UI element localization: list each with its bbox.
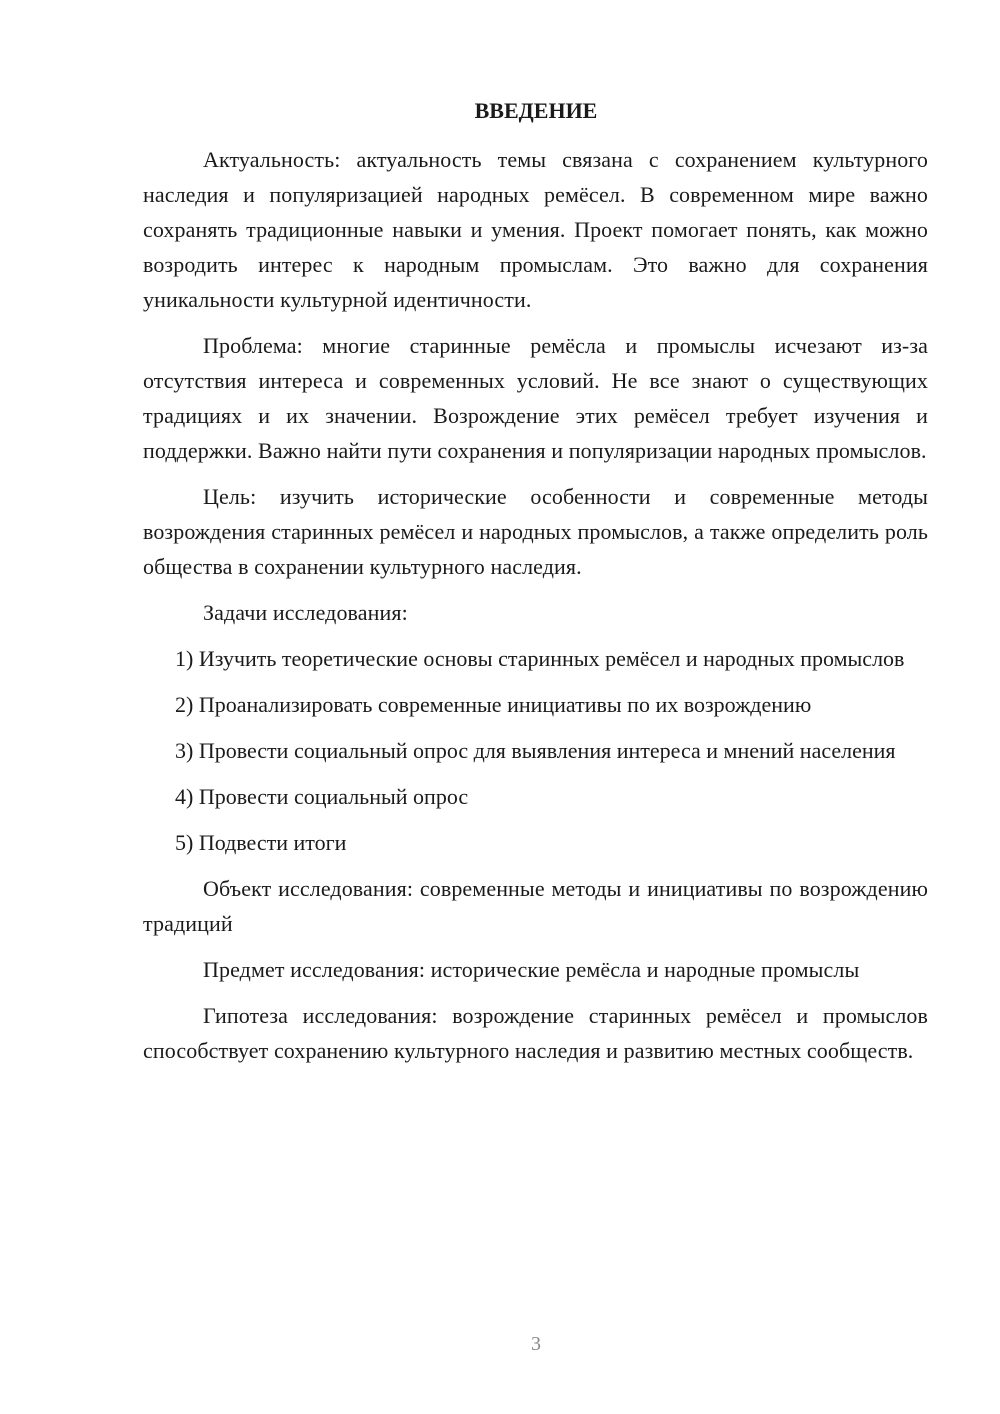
paragraph-object: Объект исследования: современные методы и инициативы по возрождению традиций xyxy=(143,876,928,936)
document-body xyxy=(143,142,928,1079)
paragraph-problem: Проблема: многие старинные ремёсла и промыслы исчезают из-за отсутствия интереса и современных условий. Не все знают о существующих традициях и их значении. Возрождение этих ремёсел требует изучения и поддержки. Важно найти пути сохранения и популяризации народных промыслов. xyxy=(143,333,928,463)
task-item-2: 2) Проанализировать современные инициативы по их возрождению xyxy=(175,692,812,717)
paragraph-relevance: Актуальность: актуальность темы связана с сохранением культурного наследия и популяризацией народных ремёсел. В современном мире важно сохранять традиционные навыки и умения. Проект помогает понять, как можно возродить интерес к народным промыслам. Это важно для сохранения уникальности культурной идентичности. xyxy=(143,147,928,312)
task-item-3: 3) Провести социальный опрос для выявления интереса и мнений населения xyxy=(175,738,896,763)
page-number: 3 xyxy=(531,1333,541,1355)
paragraph-hypothesis: Гипотеза исследования: возрождение старинных ремёсел и промыслов способствует сохранению культурного наследия и развитию местных сообществ. xyxy=(143,1003,928,1063)
page-title: ВВЕДЕНИЕ xyxy=(474,98,598,123)
task-item-5: 5) Подвести итоги xyxy=(175,830,347,855)
paragraph-subject: Предмет исследования: исторические ремёсла и народные промыслы xyxy=(203,957,860,982)
task-item-1: 1) Изучить теоретические основы старинных ремёсел и народных промыслов xyxy=(175,646,905,671)
paragraph-goal: Цель: изучить исторические особенности и современные методы возрождения старинных ремёсел и народных промыслов, а также определить роль общества в сохранении культурного наследия. xyxy=(143,484,928,579)
tasks-heading: Задачи исследования: xyxy=(203,600,408,625)
task-item-4: 4) Провести социальный опрос xyxy=(175,784,469,809)
